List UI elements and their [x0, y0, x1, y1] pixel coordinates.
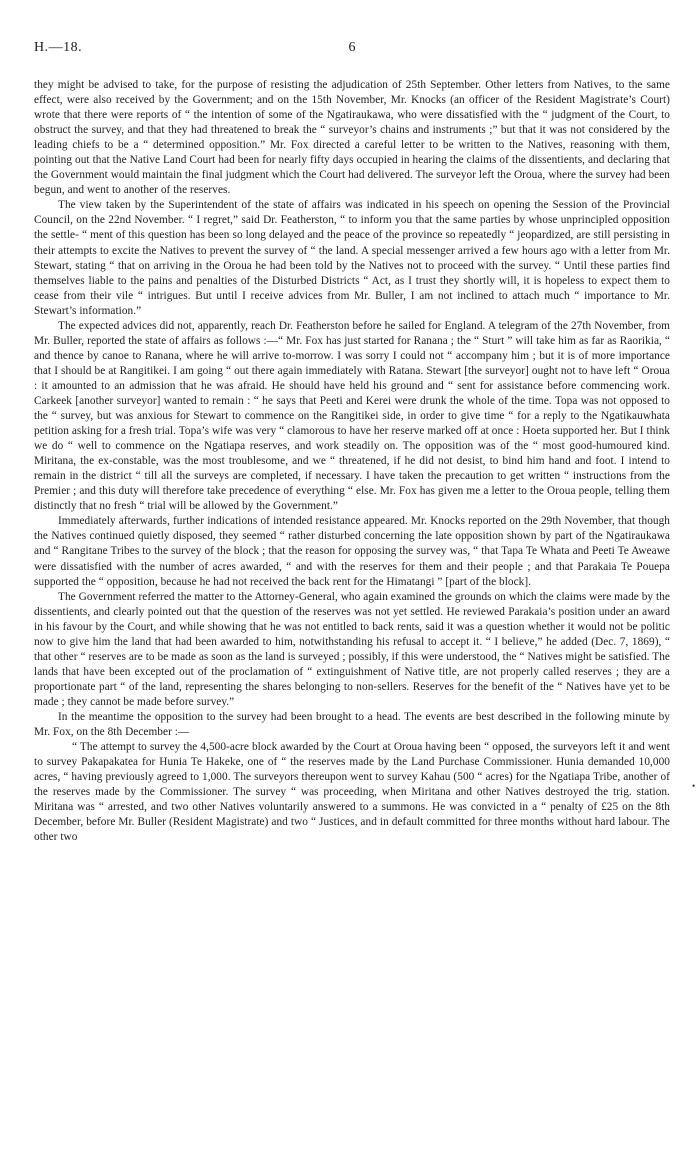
body-text: [34, 78, 670, 845]
paragraph-superintendent-speech: The view taken by the Superintendent of the state of affairs was indicated in his speech on opening the Session of the Provincial Council, on the 22nd November. “ I regret,” said Dr. Featherston, “ to inform you that the same parties by whose unprincipled opposition the settle- “ ment of this question has been so long delayed and the peace of the province so repeatedly “ jeopardized, are still persisting in their attempts to excite the Natives to prevent the survey of “ the land. A special messenger arrived a few hours ago with a letter from Mr. Stewart, stating “ that on arriving in the Oroua he had been told by the Natives not to proceed with the survey. “ Until these parties find themselves liable to the pains and penalties of the Disturbed Districts “ Act, as I trust they shortly will, it is hopeless to expect them to cease from their vile “ intrigues. But until I receive advices from Mr. Buller, I am not inclined to attach much “ importance to Mr. Stewart’s information.”: [34, 199, 670, 317]
paragraph-opposition-head: In the meantime the opposition to the survey had been brought to a head. The events are best described in the following minute by Mr. Fox, on the 8th December :—: [34, 710, 670, 739]
paragraph-fox-minute: “ The attempt to survey the 4,500-acre block awarded by the Court at Oroua having been “ opposed, the surveyors left it and went to survey Pakapakatea for Hunia Te Hakeke, one of “ the reserves made by the Land Purchase Commissioner. Hunia demanded 10,000 acres, “ having previously agreed to 1,000. The surveyors thereupon went to survey Kahau (500 “ acres) for the Ngatiapa Tribe, another of the reserves made by the Commissioner. The survey “ was proceeding, when Miritana and other Natives destroyed the trig. station. Miritana was “ arrested, and two other Natives voluntarily answered to a summons. He was convicted in a “ penalty of £25 on the 8th December, before Mr. Buller (Resident Magistrate) and two “ Justices, and in default committed for three months without hard labour. The other two: [34, 741, 670, 844]
page-number: 6: [348, 40, 356, 55]
margin-dot: •: [692, 781, 696, 791]
paragraph-buller-telegram: The expected advices did not, apparently, reach Dr. Featherston before he sailed for England. A telegram of the 27th November, from Mr. Buller, reported the state of affairs as follows :—“ Mr. Fox has just started for Ranana ; the “ Sturt ” will take him as far as Raorikia, “ and thence by canoe to Ranana, where he will arrive to-morrow. I was sorry I could not “ accompany him ; but it is of more importance that I should be at Rangitikei. I am going “ out there again immediately with Ratana. Stewart [the surveyor] ought not to have left “ Oroua : it amounted to an admission that he was afraid. He should have held his ground and “ sent for assistance before commencing work. Carkeek [another surveyor] wanted to remain : “ he says that Peeti and Kerei were drunk the whole of the time. Topa was not opposed to the “ survey, but was anxious for Stewart to commence on the Rangitikei side, in order to give time “ for a reply to the Ngatikauwhata petition asking for a fresh trial. Topa’s wife was very “ clamorous to have her reserve marked off at once : Hoeta supported her. But I think we do “ well to commence on the Ngatiapa reserves, and work steadily on. The opposition was of the “ most good-humoured kind. Miritana, the ex-constable, was the most troublesome, and we “ threatened, if he did not desist, to bind him hand and foot. I intend to remain in the district “ till all the surveys are completed, if necessary. I have taken the precaution to get written “ instructions from the Premier ; and this duty will therefore take precedence of everything “ else. Mr. Fox has given me a letter to the Oroua people, telling them distinctly that no fresh “ trial will be allowed by the Government.”: [34, 319, 670, 513]
paragraph-knocks-report: Immediately afterwards, further indications of intended resistance appeared. Mr. Knocks reported on the 29th November, that though the Natives continued quietly disposed, they seemed “ rather disturbed concerning the late opposition shown by part of the Ngatiraukawa and “ Rangitane Tribes to the survey of the block ; that the reason for opposing the survey was, “ that Tapa Te Whata and Peeti Te Aweawe were dissatisfied with the number of acres awarded, “ and with the reserves for them and their people ; and that Parakaia Te Pouepa supported the “ opposition, because he had not received the back rent for the Himatangi ” [part of the block].: [34, 515, 670, 588]
running-header: [34, 40, 670, 62]
paragraph-attorney-general: The Government referred the matter to the Attorney-General, who again examined the grounds on which the claims were made by the dissentients, and clearly pointed out that the question of the reserves was not yet settled. He reviewed Parakaia’s position under an award in his favour by the Court, and while showing that he was not entitled to back rents, said it was a question whether it would not be politic now to give him the land that had been awarded to him, notwithstanding his refusal to accept it. “ I believe,” he added (Dec. 7, 1869), “ that other “ reserves are to be made as soon as the land is surveyed ; possibly, if this were understood, the “ Natives might be satisfied. The lands that have been excepted out of the proclamation of “ extinguishment of Native title, are not properly called reserves ; they are a proportionate part “ of the land, representing the shares belonging to non-sellers. Reserves for the benefit of the “ Natives have yet to be made ; they cannot be made before survey.”: [34, 590, 670, 708]
document-reference: H.—18.: [34, 40, 83, 55]
paragraph-continued: they might be advised to take, for the purpose of resisting the adjudication of 25th September. Other letters from Natives, to the same effect, were also received by the Government; and on the 15th November, Mr. Knocks (an officer of the Resident Magistrate’s Court) wrote that there were reports of “ the intention of some of the Ngatiraukawa, who were dissatisfied with the “ judgment of the Court, to obstruct the survey, and that they had threatened to break the “ surveyor’s chains and instruments ;” but that it was not considered by the leading chiefs to be a “ determined opposition.” Mr. Fox directed a careful letter to be written to the Natives, reasoning with them, pointing out that the Native Land Court had been for nearly fifty days occupied in hearing the claims of the dissentients, and declaring that the Government would maintain the final judgment which the Court had delivered. The surveyor left the Oroua, where the survey had been begun, and went to another of the reserves.: [34, 79, 670, 197]
